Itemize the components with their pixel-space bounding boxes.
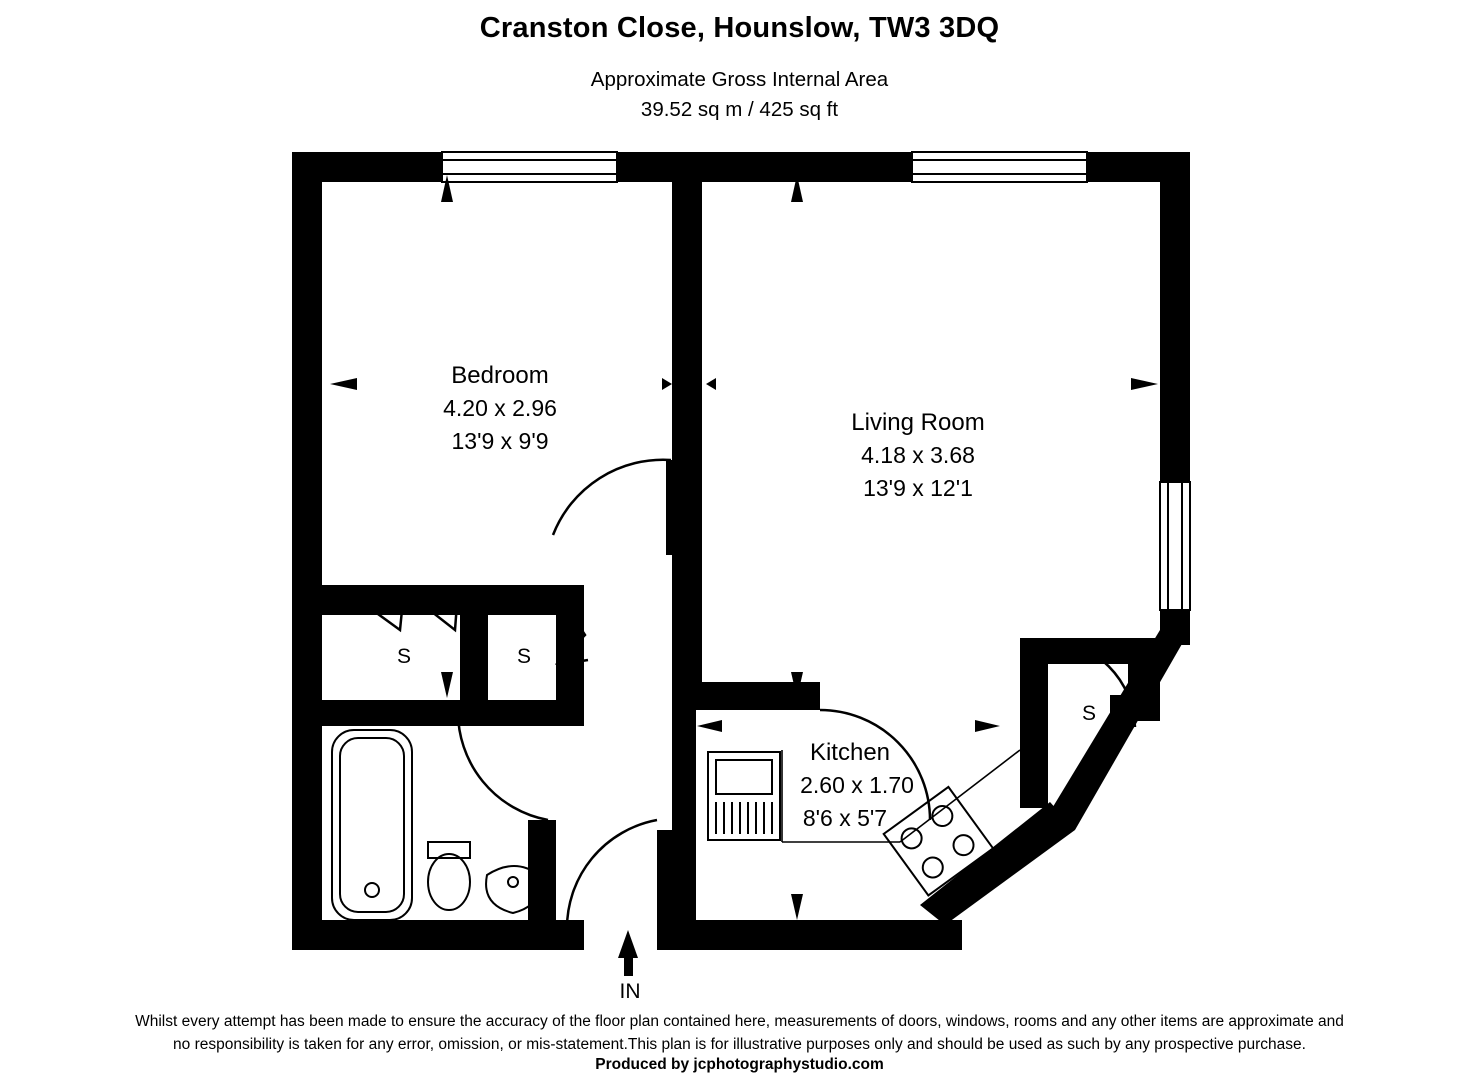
bath-icon <box>332 730 412 920</box>
arrow-living-left <box>706 378 716 390</box>
living-room-name: Living Room <box>851 409 985 436</box>
disclaimer-line-2: no responsibility is taken for any error, omission, or mis-statement.This plan is for illustrative purposes only and should be used as such by any prospective purchase. <box>173 1036 1306 1053</box>
kitchen-imperial: 8'6 x 5'7 <box>802 805 888 831</box>
produced-by: Produced by jcphotographystudio.com <box>595 1056 884 1073</box>
floorplan-drawing <box>0 130 1479 1010</box>
bedroom-metric: 4.20 x 2.96 <box>443 395 557 421</box>
sink-icon <box>708 752 780 840</box>
storage-label-1: S <box>396 645 412 668</box>
window-right-side <box>1160 482 1190 610</box>
arrow-kitchen-bottom <box>791 894 803 920</box>
windows <box>442 152 1190 610</box>
window-top-left <box>442 152 617 182</box>
arrow-kitchen-right <box>975 720 1000 732</box>
arrow-bedroom-right <box>662 378 672 390</box>
disclaimer-line-1: Whilst every attempt has been made to ensure the accuracy of the floor plan contained here, measurements of doors, windows, rooms and any other items are approximate and <box>135 1013 1344 1030</box>
bedroom-imperial: 13'9 x 9'9 <box>451 428 549 454</box>
area-caption: Approximate Gross Internal Area <box>590 68 889 91</box>
arrow-kitchen-left <box>697 720 722 732</box>
window-top-right <box>912 152 1087 182</box>
toilet-icon <box>428 842 470 910</box>
bedroom-name: Bedroom <box>451 362 549 389</box>
arrow-entrance <box>618 930 638 958</box>
living-room-metric: 4.18 x 3.68 <box>861 442 975 468</box>
arrow-bedroom-bottom <box>441 672 453 698</box>
page-title: Cranston Close, Hounslow, TW3 3DQ <box>479 12 1000 44</box>
bathroom-fixtures <box>332 730 540 920</box>
kitchen-metric: 2.60 x 1.70 <box>800 772 914 798</box>
arrow-bedroom-left <box>330 378 357 390</box>
living-room-imperial: 13'9 x 12'1 <box>863 475 973 501</box>
arrow-living-right <box>1131 378 1158 390</box>
storage-label-2: S <box>516 645 532 668</box>
kitchen-name: Kitchen <box>809 739 891 766</box>
entrance-label: IN <box>619 980 641 1003</box>
area-value: 39.52 sq m / 425 sq ft <box>640 98 839 121</box>
storage-label-3: S <box>1081 702 1097 725</box>
